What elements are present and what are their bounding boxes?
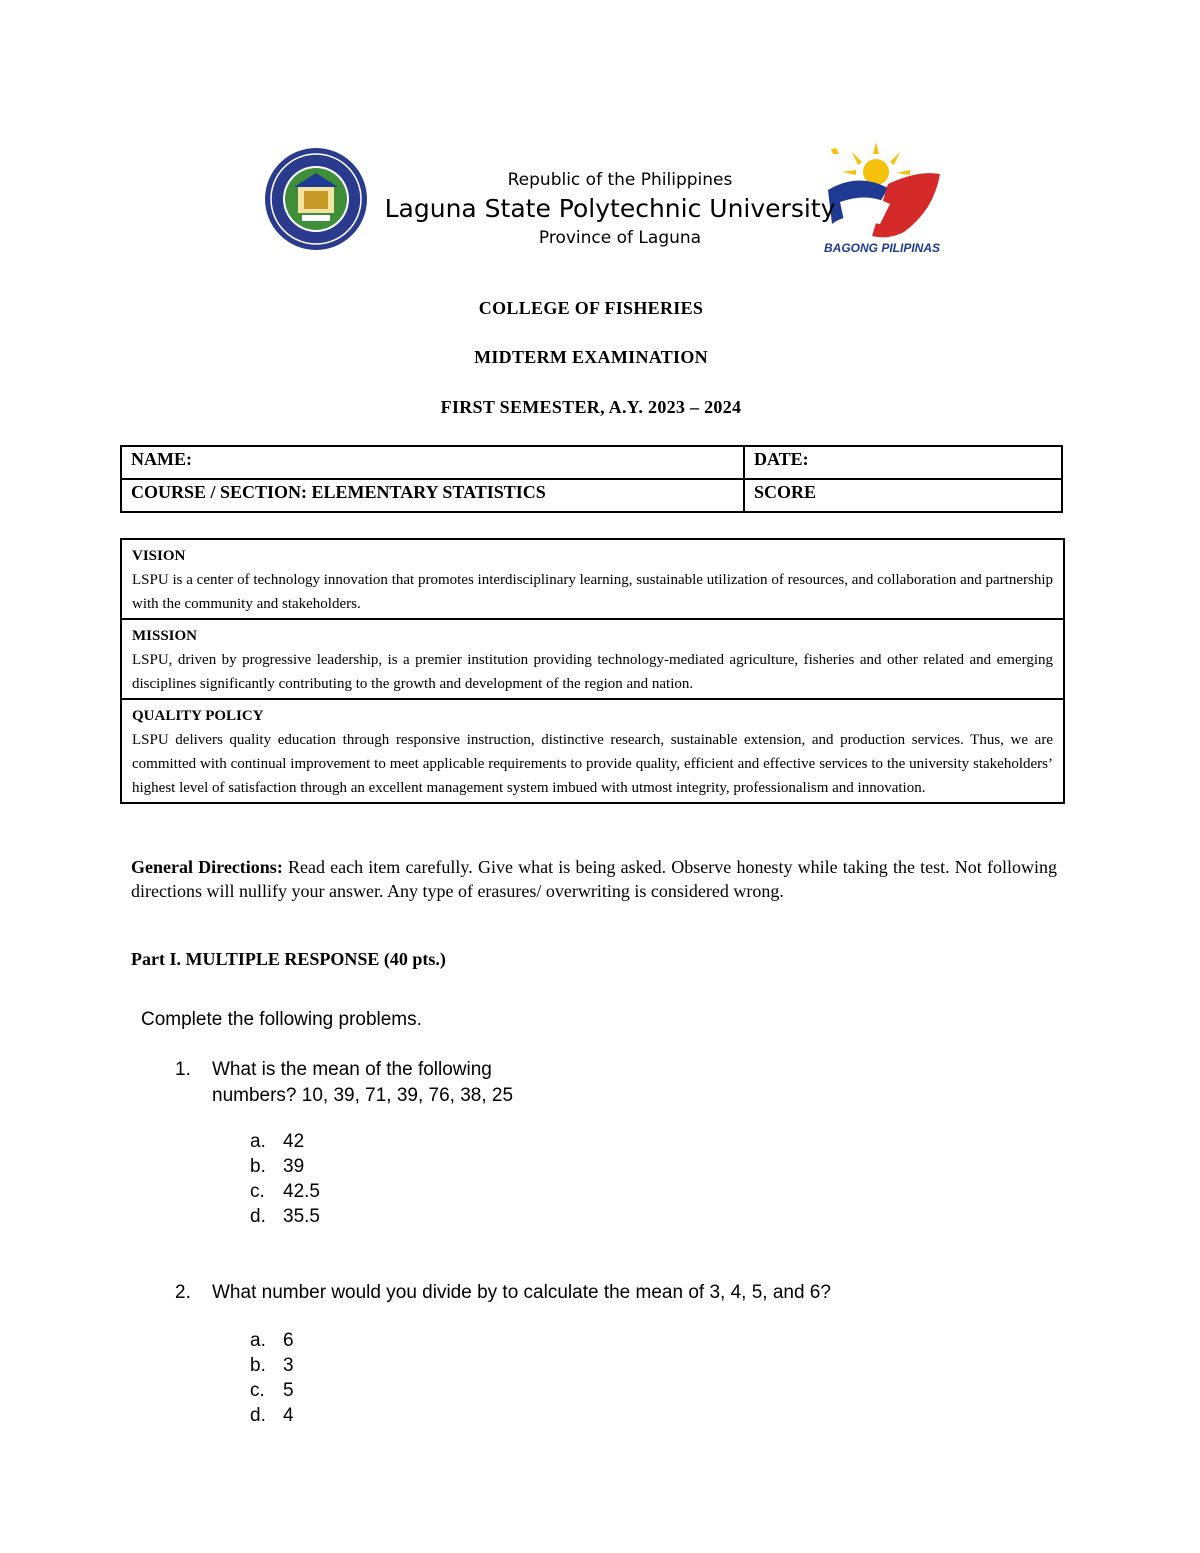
- option-letter: a.: [250, 1330, 266, 1351]
- university-name: Laguna State Polytechnic University: [384, 194, 836, 223]
- question-text: [212, 1057, 513, 1109]
- directions-label: General Directions:: [131, 857, 283, 877]
- college-title: COLLEGE OF FISHERIES: [478, 298, 704, 318]
- option-letter: c.: [250, 1380, 265, 1401]
- option-value: 5: [283, 1380, 294, 1401]
- option-value: 35.5: [283, 1206, 320, 1227]
- mission-section: [122, 618, 1063, 698]
- name-field[interactable]: NAME:: [121, 446, 744, 479]
- republic-line: Republic of the Philippines: [507, 170, 733, 190]
- mission-heading: MISSION: [132, 628, 198, 644]
- mission-text: LSPU, driven by progressive leadership, is a premier institution providing technology-mediated agriculture, fisheries and other related and emerging disciplines significantly contributing to the growth and development of the region and nation.: [132, 652, 1053, 692]
- quality-policy-heading: QUALITY POLICY: [132, 708, 264, 724]
- province-line: Province of Laguna: [538, 228, 702, 248]
- option-value: 42.5: [283, 1181, 320, 1202]
- directions-text: Read each item carefully. Give what is being asked. Observe honesty while taking the test. Not following directions will nullify your answer. Any type of erasures/ overwriting is considered wrong.: [131, 857, 1057, 901]
- student-info-table: [120, 445, 1063, 513]
- question-text: What number would you divide by to calculate the mean of 3, 4, 5, and 6?: [212, 1282, 831, 1303]
- option-value: 42: [283, 1131, 305, 1152]
- score-field: SCORE: [744, 479, 1062, 512]
- quality-policy-text: LSPU delivers quality education through responsive instruction, distinctive research, sustainable extension, and production services. Thus, we are committed with continual improvement to meet applicable requirements to provide quality, efficient and effective services to the university stakeholders’ highest level of satisfaction through an excellent management system imbued with utmost integrity, professionalism and innovation.: [132, 732, 1053, 796]
- general-directions: [131, 855, 1057, 903]
- instruction-text: Complete the following problems.: [141, 1009, 422, 1030]
- part-heading: Part I. MULTIPLE RESPONSE (40 pts.): [131, 949, 446, 969]
- vision-heading: VISION: [132, 548, 186, 564]
- option-value: 3: [283, 1355, 294, 1376]
- quality-policy-section: [122, 698, 1063, 802]
- option-letter: d.: [250, 1405, 266, 1426]
- option-letter: b.: [250, 1156, 266, 1177]
- question-number: 1.: [175, 1059, 191, 1080]
- option-letter: c.: [250, 1181, 265, 1202]
- question-number: 2.: [175, 1282, 191, 1303]
- vision-mission-box: [120, 538, 1065, 804]
- exam-title: MIDTERM EXAMINATION: [474, 347, 708, 367]
- option-letter: b.: [250, 1355, 266, 1376]
- date-field[interactable]: DATE:: [744, 446, 1062, 479]
- option-letter: a.: [250, 1131, 266, 1152]
- vision-section: [122, 540, 1063, 618]
- option-value: 39: [283, 1156, 305, 1177]
- bagong-pilipinas-text: BAGONG PILIPINAS: [823, 241, 941, 255]
- question-line-2: numbers? 10, 39, 71, 39, 76, 38, 25: [212, 1085, 514, 1106]
- question-line-1: What is the mean of the following: [212, 1059, 492, 1080]
- option-value: 6: [283, 1330, 294, 1351]
- option-letter: d.: [250, 1206, 266, 1227]
- course-section-field: COURSE / SECTION: ELEMENTARY STATISTICS: [121, 479, 744, 512]
- option-value: 4: [283, 1405, 294, 1426]
- semester-title: FIRST SEMESTER, A.Y. 2023 – 2024: [440, 397, 742, 417]
- vision-text: LSPU is a center of technology innovation that promotes interdisciplinary learning, sustainable utilization of resources, and collaboration and partnership with the community and stakeholders.: [132, 572, 1053, 612]
